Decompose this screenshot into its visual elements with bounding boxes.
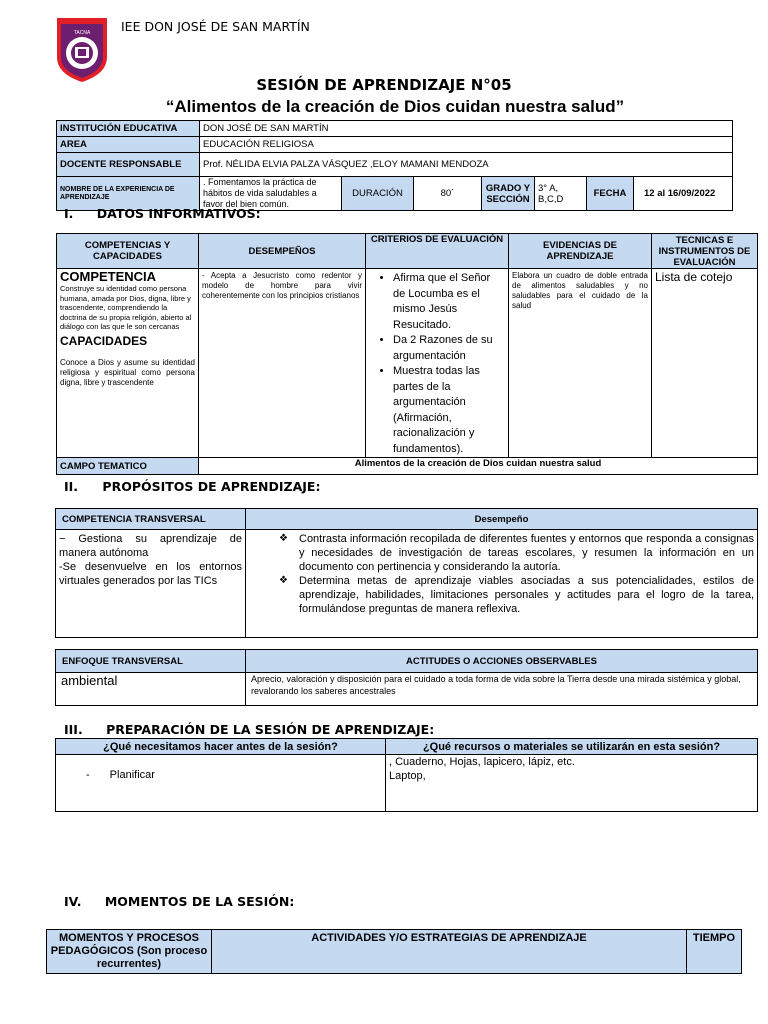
- header-tecnicas: TECNICAS E INSTRUMENTOS DE EVALUACIÓN: [652, 234, 758, 269]
- competencia-transversal-item: -Se desenvuelve en los entornos virtuales generados por las TICs: [59, 561, 242, 587]
- header-desempenos: DESEMPEÑOS: [199, 234, 366, 269]
- institucion-label: INSTITUCIÓN EDUCATIVA: [57, 121, 200, 137]
- grado-value: 3° A, B,C,D: [535, 177, 587, 211]
- enfoque-header: ENFOQUE TRANSVERSAL: [56, 650, 246, 673]
- fecha-label: FECHA: [587, 177, 634, 211]
- section-4-title: MOMENTOS DE LA SESIÓN:: [104, 894, 295, 909]
- desempeno-item: ❖ Determina metas de aprendizaje viables asociadas a sus potencialidades, estilos de aprendizaje, habilidades, limitaciones personales y actitudes para el logro de la tarea, formulándose preguntas de manera reflexiva.: [299, 574, 754, 616]
- criterio-item: • Da 2 Razones de su argumentación: [393, 333, 505, 364]
- antes-value: Planificar: [109, 769, 155, 781]
- recursos-header: ¿Qué recursos o materiales se utilizarán en esta sesión?: [386, 739, 758, 755]
- section-2-heading: [64, 479, 320, 494]
- experiencia-label: NOMBRE DE LA EXPERIENCIA DE APRENDIZAJE: [57, 177, 200, 211]
- header-criterios: CRITERIOS DE EVALUACIÓN: [366, 234, 509, 269]
- institucion-value: DON JOSÉ DE SAN MARTÍN: [200, 121, 733, 137]
- competencias-transversales: [56, 530, 246, 638]
- experiencia-value: . Fomentamos la práctica de hábitos de vida saludables a favor del bien común.: [200, 177, 342, 211]
- section-4-heading: [64, 894, 294, 909]
- session-title: SESIÓN DE APRENDIZAJE N°05: [256, 76, 512, 94]
- momentos-table: [46, 929, 742, 974]
- fecha-value: 12 al 16/09/2022: [634, 177, 733, 211]
- evidencia-cell: Elabora un cuadro de doble entrada de alimentos saludables y no saludables para el cuidado de la salud: [509, 269, 652, 458]
- tiempo-header: TIEMPO: [687, 930, 742, 974]
- criterio-item: • Muestra todas las partes de la argumentación (Afirmación, racionalización y fundamentos).: [393, 364, 505, 457]
- capacidades-text: Conoce a Dios y asume su identidad religiosa y espiritual como persona digna, libre y trascendente: [60, 357, 195, 387]
- campo-value: Alimentos de la creación de Dios cuidan nuestra salud: [199, 458, 758, 475]
- competencia-text: Construye su identidad como persona humana, amada por Dios, digna, libre y trascendente, comprendiendo la doctrina de su propia religión, abierto al diálogo con las que le son cercanas: [60, 284, 192, 331]
- campo-label: CAMPO TEMATICO: [57, 458, 199, 475]
- school-logo: [54, 15, 110, 83]
- desempenos-transversales: [246, 530, 758, 638]
- section-2-number: II.: [64, 479, 79, 494]
- school-name: IEE DON JOSÉ DE SAN MARTÍN: [121, 19, 310, 34]
- preparacion-table: [55, 738, 758, 812]
- logo-top-text: TACNA: [73, 30, 91, 36]
- recursos-line-1: , Cuaderno, Hojas, lapicero, lápiz, etc.: [389, 756, 575, 768]
- session-subtitle: “Alimentos de la creación de Dios cuidan nuestra salud”: [165, 97, 625, 116]
- section-3-title: PREPARACIÓN DE LA SESIÓN DE APRENDIZAJE:: [106, 722, 435, 737]
- criterio-item: • Afirma que el Señor de Locumba es el mismo Jesús Resucitado.: [393, 271, 505, 333]
- section-4-number: IV.: [64, 894, 82, 909]
- competencia-title: COMPETENCIA: [60, 269, 157, 284]
- actitudes-value: Aprecio, valoración y disposición para el cuidado a toda forma de vida sobre la Tierra desde una mirada sistémica y global, revalorando los saberes ancestrales: [246, 673, 758, 706]
- criterios-cell: [366, 269, 509, 458]
- section-3-number: III.: [64, 722, 83, 737]
- section-2-title: PROPÓSITOS DE APRENDIZAJE:: [102, 479, 321, 494]
- desempeno-header: Desempeño: [246, 509, 758, 530]
- competencia-transversal-header: COMPETENCIA TRANSVERSAL: [56, 509, 246, 530]
- transversal-table: [55, 508, 758, 638]
- competencia-transversal-item: − Gestiona su aprendizaje de manera autónoma: [59, 533, 242, 559]
- header-evidencias: EVIDENCIAS DE APRENDIZAJE: [509, 234, 652, 269]
- area-value: EDUCACIÓN RELIGIOSA: [200, 137, 733, 153]
- momentos-header: MOMENTOS Y PROCESOS PEDAGÓGICOS (Son proceso recurrentes): [47, 930, 212, 974]
- section-3-heading: [64, 722, 434, 737]
- datos-table: [56, 233, 758, 475]
- capacidades-title: CAPACIDADES: [60, 333, 148, 348]
- header-competencias: COMPETENCIAS Y CAPACIDADES: [57, 234, 199, 269]
- recursos-cell: [386, 755, 758, 812]
- desempeno-cell: - Acepta a Jesucristo como redentor y modelo de hombre para vivir coherentemente con los principios cristianos: [199, 269, 366, 458]
- enfoque-table: [55, 649, 758, 706]
- info-table: [56, 120, 733, 211]
- actividades-header: ACTIVIDADES Y/O ESTRATEGIAS DE APRENDIZAJE: [212, 930, 687, 974]
- section-1-number: I.: [64, 206, 74, 221]
- docente-value: Prof. NÉLIDA ELVIA PALZA VÁSQUEZ ,ELOY MAMANI MENDOZA: [200, 153, 733, 177]
- enfoque-value: ambiental: [56, 673, 246, 706]
- recursos-line-2: Laptop,: [389, 770, 426, 782]
- antes-header: ¿Qué necesitamos hacer antes de la sesión?: [56, 739, 386, 755]
- desempeno-item: ❖ Contrasta información recopilada de diferentes fuentes y entornos que responda a consignas y necesidades de investigación de tareas escolares, y resumen la información en un documento con pertinencia y considerando la autoría.: [299, 532, 754, 574]
- duracion-label: DURACIÓN: [342, 177, 414, 211]
- section-1-heading: [64, 206, 261, 221]
- actitudes-header: ACTITUDES O ACCIONES OBSERVABLES: [246, 650, 758, 673]
- docente-label: DOCENTE RESPONSABLE: [57, 153, 200, 177]
- antes-cell: - Planificar: [56, 755, 386, 812]
- area-label: AREA: [57, 137, 200, 153]
- section-1-title: DATOS INFORMATIVOS:: [96, 206, 261, 221]
- duracion-value: 80´: [414, 177, 482, 211]
- grado-label: GRADO Y SECCIÓN: [482, 177, 535, 211]
- competencia-cell: [57, 269, 199, 458]
- instrumento-cell: Lista de cotejo: [652, 269, 758, 458]
